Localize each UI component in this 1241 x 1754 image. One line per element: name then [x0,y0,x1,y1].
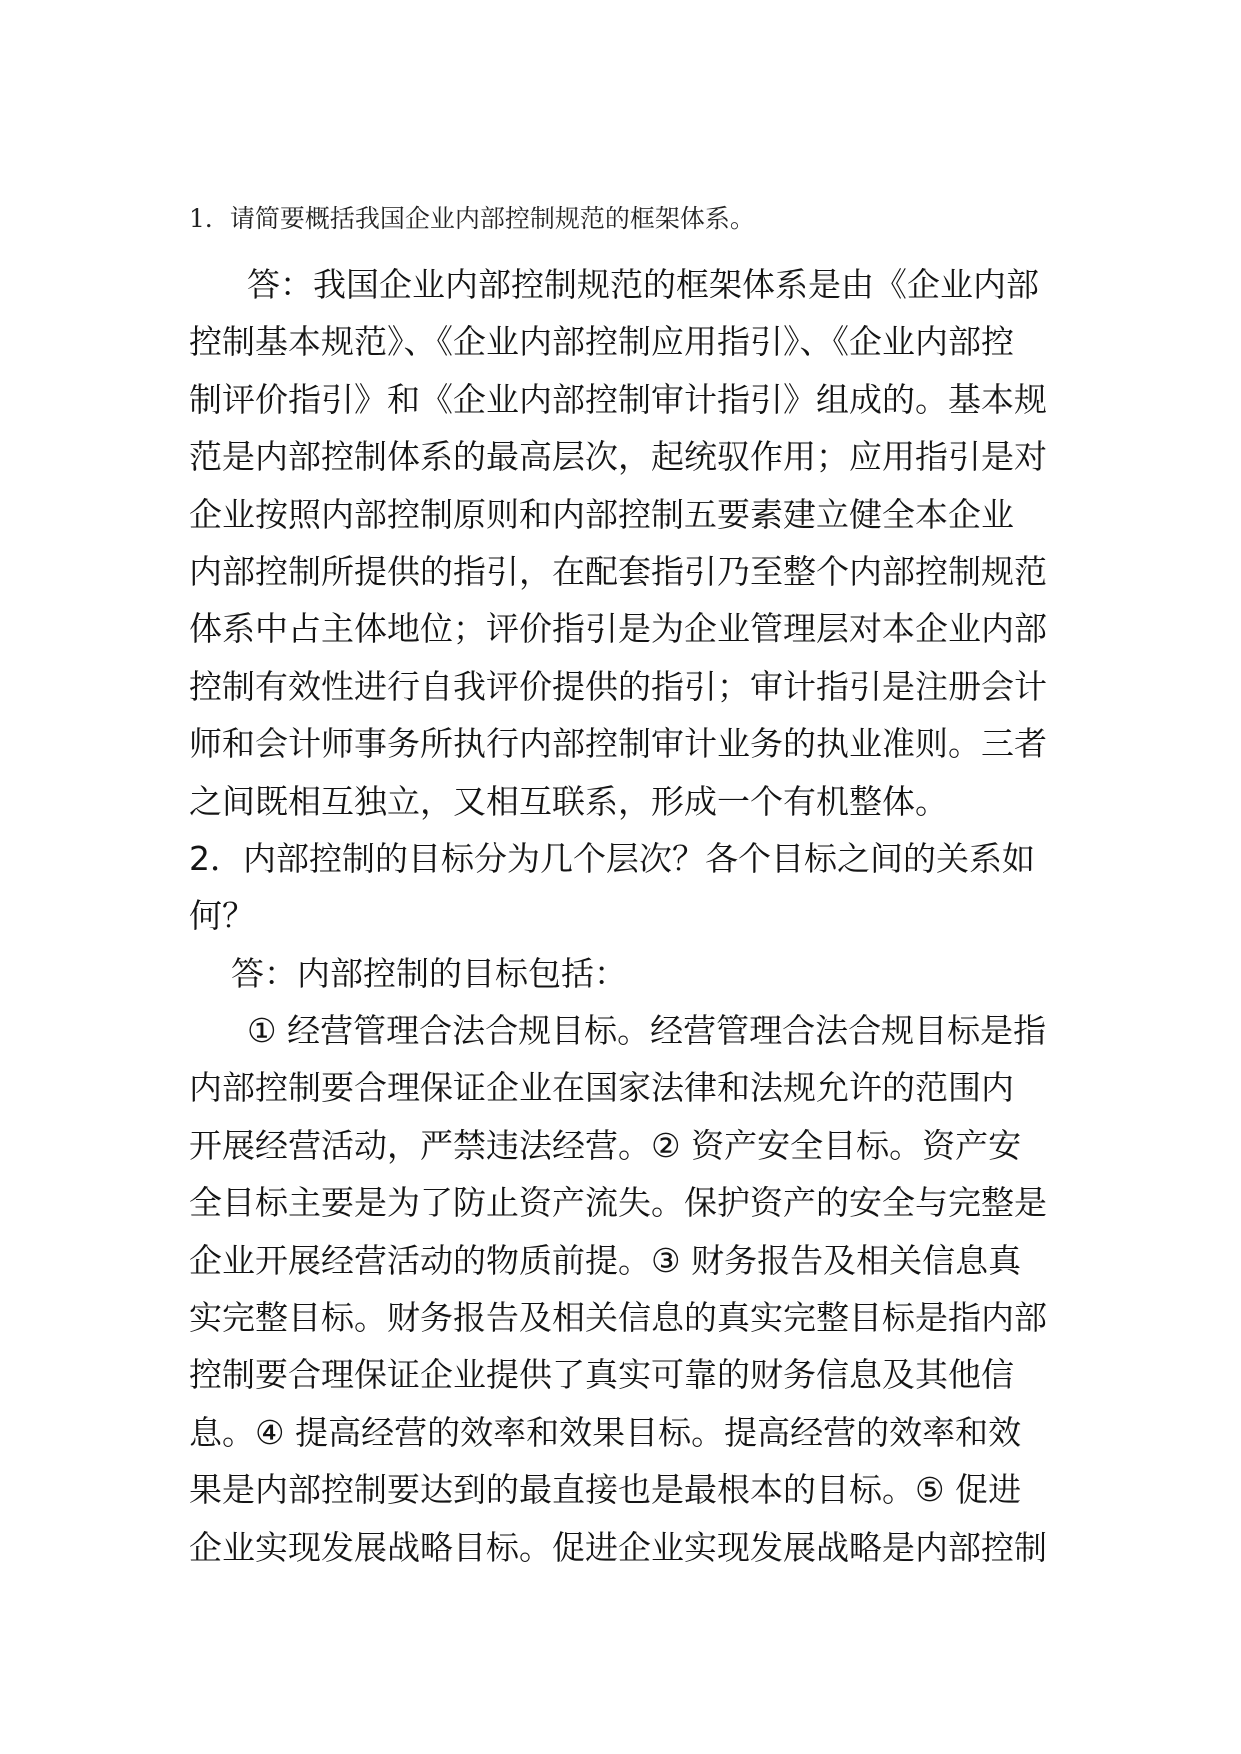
answer-2-line: 企业实现发展战略目标。促进企业实现发展战略是内部控制 [189,1527,1047,1567]
answer-2-line: 开展经营活动，严禁违法经营。② 资产安全目标。资产安 [189,1125,1022,1165]
question-2-line: 何？ [189,896,255,936]
answer-1-line: 体系中占主体地位；评价指引是为企业管理层对本企业内部 [189,609,1047,649]
answer-2-line: 控制要合理保证企业提供了真实可靠的财务信息及其他信 [189,1355,1014,1395]
answer-2-line: 果是内部控制要达到的最直接也是最根本的目标。⑤ 促进 [189,1470,1022,1510]
answer-1-line: 控制有效性进行自我评价提供的指引；审计指引是注册会计 [189,666,1047,706]
question-2 [189,830,1189,945]
answer-2-line: 实完整目标。财务报告及相关信息的真实完整目标是指内部 [189,1298,1047,1338]
answer-1-line: 制评价指引》和《企业内部控制审计指引》组成的。基本规 [189,379,1047,419]
answer-1-line: 师和会计师事务所执行内部控制审计业务的执业准则。三者 [189,724,1047,764]
answer-2-line: ① 经营管理合法合规目标。经营管理合法合规目标是指 [247,1011,1047,1051]
answer-1-line: 内部控制所提供的指引，在配套指引乃至整个内部控制规范 [189,551,1047,591]
answer-1-line: 答：我国企业内部控制规范的框架体系是由《企业内部 [247,265,1039,304]
question-2-line: 2．内部控制的目标分为几个层次？各个目标之间的关系如 [189,838,1035,878]
answer-1 [189,256,1189,830]
answer-1-line: 企业按照内部控制原则和内部控制五要素建立健全本企业 [189,494,1014,534]
question-1: 1．请简要概括我国企业内部控制规范的框架体系。 [189,204,755,233]
answer-2-line: 息。④ 提高经营的效率和效果目标。提高经营的效率和效 [189,1412,1022,1452]
answer-2-line: 内部控制要合理保证企业在国家法律和法规允许的范围内 [189,1068,1014,1108]
answer-1-line: 之间既相互独立，又相互联系，形成一个有机整体。 [189,781,948,821]
answer-2 [189,945,1189,1576]
answer-1-line: 控制基本规范》、《企业内部控制应用指引》、《企业内部控 [189,322,1014,362]
answer-2-line: 企业开展经营活动的物质前提。③ 财务报告及相关信息真 [189,1240,1022,1280]
answer-2-line: 全目标主要是为了防止资产流失。保护资产的安全与完整是 [189,1183,1047,1223]
answer-2-intro: 答：内部控制的目标包括： [231,953,627,993]
document-body [189,256,1189,1576]
answer-1-line: 范是内部控制体系的最高层次，起统驭作用；应用指引是对 [189,437,1047,477]
